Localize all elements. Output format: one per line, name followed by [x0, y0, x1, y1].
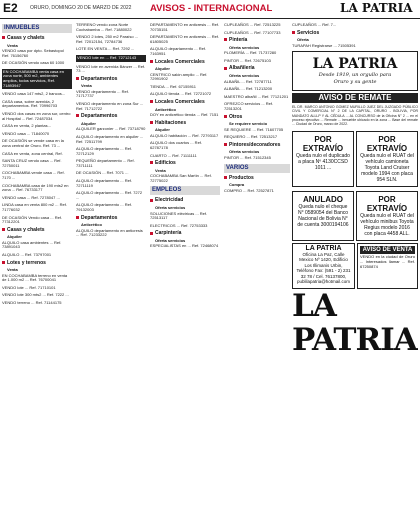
classified-ad: TURAPAH Registrarse ... 71505391: [292, 42, 356, 48]
classified-ad: VENDO lote en ... Ref. 72712143: [76, 55, 146, 62]
bullet-icon: [2, 36, 5, 39]
agency-box: [292, 243, 355, 289]
la-patria-masthead: LA PATRIA: [292, 287, 417, 358]
category-sub: Venta: [81, 83, 92, 89]
section-title: AVISOS - INTERNACIONAL: [150, 3, 273, 14]
bullet-icon: [292, 31, 295, 34]
category-heading: Casas y chalets: [2, 36, 72, 42]
category-sub: Oferta servicios: [155, 204, 186, 210]
classified-ad: SOLUCIONES eléctricas ... Ref. 72513117: [150, 210, 208, 221]
category-heading: Pintores/decoradores: [224, 143, 290, 149]
classified-ad: VENDO casa 147 mts2, 2 bancos...: [2, 91, 66, 97]
classified-ad: ALBAÑIL ... Ref. 71213200: [224, 86, 273, 92]
classified-ad: DEPARTAMENTO en anticresis ... Ref. 70735151: [150, 22, 220, 32]
agency-text: Oficina La Paz, Calle Mexico Nº 1420, Edificio Los Illimanis Urbin, Teléfono Fax: (591 - 2) 231 32 78 / Cel. 76137800, publilapatria@hotmail.com: [296, 251, 351, 285]
bullet-icon: [224, 143, 227, 146]
classified-ad: CASA en venta, zona central, Ref.: [2, 150, 63, 156]
classified-ad: VENDO lote ... Ref. 71710101: [2, 284, 56, 290]
bullet-icon: [150, 100, 153, 103]
page-number: E2: [3, 1, 18, 15]
notice-box: [292, 191, 354, 241]
ad-list: [2, 49, 72, 225]
classified-ad: MAESTRO albañil ... Ref. 77121201: [224, 93, 289, 99]
column-4: [224, 22, 290, 513]
category-sub: Venta: [155, 167, 166, 173]
category-sub: Alquiler: [7, 234, 22, 240]
classified-ad: DE OCASIÓN Vendo casa ... Ref. 77312201: [2, 214, 63, 225]
classified-ad: COCHABAMBA casa de 190 mts2 en zona ... Ref. 76733177: [2, 182, 69, 193]
classified-ad: COMPRO ... Ref. 72527871: [224, 187, 274, 193]
category-heading: Departamentos: [76, 216, 146, 222]
category-heading: Departamentos: [76, 114, 146, 120]
section-heading-inmuebles: INMUEBLES: [2, 24, 72, 33]
bullet-icon: [224, 67, 227, 70]
classified-ad: DE OCASIÓN ... Ref. 7071 ...: [76, 170, 129, 176]
sale-notice: [357, 243, 418, 289]
bullet-icon: [224, 38, 227, 41]
category-sub: Compra: [229, 182, 245, 187]
category-sub: Alquiler: [81, 120, 96, 126]
column-5: [292, 22, 418, 513]
category-heading: Locales Comerciales: [150, 100, 220, 106]
classified-ad: ELECTRICOS ... Ref. 72753333: [150, 222, 208, 228]
category-sub: Alquiler: [155, 66, 170, 72]
notice-row-3: [292, 243, 418, 289]
category-sub: Oferta servicios: [229, 149, 260, 155]
classified-ad: VENDO casa por dpto. Sebastopol Ref. 76156760: [2, 48, 64, 58]
bullet-icon: [224, 115, 227, 118]
category-heading: Pintería: [224, 38, 290, 44]
category-heading: Edificios: [150, 161, 220, 167]
classified-ad: VENDO terreno ... Ref. 71144175: [2, 300, 62, 306]
classified-ad: SE REQUIERE ... Ref. 71607705: [224, 126, 284, 132]
classified-ad: VENDO lote en avenida Bánzer ... Ref. 73 ...: [76, 63, 146, 74]
classified-ad: PEQUEÑO departamento ... Ref. 73711111: [76, 158, 135, 168]
category-heading: Otros: [224, 115, 290, 121]
la-patria-promo: [292, 51, 418, 91]
category-heading: Servicios: [292, 31, 418, 37]
la-patria-tagline: Oruro y su gente: [333, 79, 377, 86]
section-heading-empleos: EMPLEOS: [150, 186, 220, 195]
classified-ad: VENDO casa ... Ref. 7278047 ...: [2, 194, 60, 200]
category-sub: Venta: [7, 42, 18, 48]
classified-ad: VENDO departamento ... Ref. 71717737: [76, 88, 129, 99]
bullet-icon: [150, 121, 153, 124]
classified-ad: EN COCHABAMBA terreno en venta de 1.000 m2 ... Ref. 76700041: [2, 272, 68, 283]
classified-ad: CUPLEAÑOS ... Ref. 77107733: [224, 29, 281, 35]
category-heading: Casas y chalets: [2, 228, 72, 234]
notice-title: POR EXTRAVÍO: [366, 195, 408, 214]
bullet-icon: [150, 232, 153, 235]
classified-ad: ALQUILO departamento ... Ref. 72711119: [76, 178, 133, 188]
classified-ad: ALQUILO ... Ref. 73797001: [2, 252, 52, 257]
bullet-icon: [150, 199, 153, 202]
classified-ad: CENTRICO salón amplio ... Ref. 72991902: [150, 71, 208, 82]
classified-ad: DOY en anticrético tienda ... Ref. 7151: [150, 112, 219, 118]
classified-ad: ALQUILO departamento en alquiler ... Ref. 72511799: [76, 133, 144, 144]
bullet-icon: [2, 228, 5, 231]
category-sub: Oferta: [297, 37, 309, 43]
category-sub: Oferta servicios: [155, 237, 186, 243]
classified-ad: ALQUILO tienda ... Ref. 72721072: [150, 91, 212, 97]
classified-ad: TIENDA ... Ref. 67155911: [150, 83, 196, 89]
bullet-icon: [76, 114, 79, 117]
notice-row-2: [292, 189, 418, 243]
sale-notice-text: VENDO en la ciudad de Oruro ... Interesados llamar ... Ref. 67250874: [360, 254, 415, 270]
la-patria-since: Desde 1919, un orgullo para: [318, 72, 392, 79]
classified-ad: DEPARTAMENTO en anticresis ... Ref. 61805025: [150, 34, 220, 44]
classified-ad: LOTE EN VENTA ... Ref. 7292 ...: [76, 46, 135, 52]
column-3: [150, 22, 220, 513]
category-sub: Oferta servicios: [229, 72, 260, 78]
category-heading: Electricidad: [150, 198, 220, 204]
classified-ad: EN COCHABAMBA venta casa en zona norte, 500 m2, ambientes amplios, todos servicios, Ref. 71893947: [2, 69, 72, 89]
classified-ad: PINTOR ... Ref. 71512345: [224, 154, 271, 160]
classified-ad: PINTOR ... Ref. 72675103: [224, 57, 271, 63]
category-sub: Anticrético: [155, 106, 176, 112]
category-heading: Productos: [224, 176, 290, 182]
notice-row-1: [292, 129, 418, 189]
classified-ad: PLOMERÍA ... Ref. 71737280: [224, 50, 277, 56]
notice-box: [356, 191, 418, 241]
classified-ad: ALQUILO departamento ... Ref. 7163951: [150, 46, 207, 56]
bullet-icon: [76, 216, 79, 219]
remate-title: AVISO DE REMATE: [292, 93, 418, 103]
notice-box: [292, 131, 354, 187]
bullet-icon: [150, 60, 153, 63]
category-heading: Lotes y terrenos: [2, 261, 72, 267]
notice-title: POR EXTRAVÍO: [366, 135, 408, 154]
classified-ad: LINDA casa en venta 800 m2 ... Ref. 71776032: [2, 202, 67, 212]
category-sub: Venta: [7, 267, 18, 273]
notice-text: Queda nulo el duplicado a placa Nº 4130CCSD 1011 ...: [296, 153, 350, 172]
classified-ad: ALQUILER garzonier ... Ref. 73718790: [76, 126, 146, 132]
category-sub: Alquiler: [155, 127, 170, 133]
classified-ad: ALQUILO departamento ... Ref. 7272 ...: [76, 190, 143, 200]
section-heading-varios: VARIOS: [224, 164, 290, 173]
notice-text: Queda nulo el cheque N° 0589054 del Banco Nacional de Bolivia N° de cuenta 3000194106: [297, 204, 349, 229]
classified-ad: COCHABAMBA San Martín ... Ref. 72775022: [150, 173, 212, 183]
classified-ad: COCHABAMBA vende casa ... Ref. 7170 ...: [2, 170, 65, 180]
column-2: [76, 22, 146, 513]
notice-text: Queda nulo el RUAT del vehículo camioneta Toyota Land Cruiser modelo 1994 con placa 954 SLN.: [360, 153, 414, 184]
category-heading: Albañilería: [224, 66, 290, 72]
classified-ad: ALQUILO departamento en anticresis ... Ref. 71233222: [76, 227, 143, 238]
classified-ad: SANTA CRUZ vendo casa ... Ref. 72750011: [2, 158, 62, 168]
agency-name: LA PATRIA: [305, 245, 342, 253]
classified-ad: CUARTO ... Ref. 71111111: [150, 152, 197, 158]
bullet-icon: [2, 261, 5, 264]
classified-ad: CASA en venta, 2 plantas...: [2, 123, 51, 129]
classified-ad: ALQUILO departamento ... Ref. 79132003: [76, 202, 133, 213]
category-heading: Carpintería: [150, 231, 220, 237]
classified-ad: CASA casa, sobre avenida, 2 departamentos. Ref. 70996703: [2, 98, 58, 109]
classified-ad: ALQUILO dos cuartos ... Ref. 62787178: [150, 140, 203, 150]
sale-notice-title: AVISO DE VENTA: [360, 246, 415, 254]
classified-ad: VENDO departamento en zona Sur ... Ref. 71712722: [76, 101, 144, 111]
classified-ad: VENDO 2 lotes, 250 m2 Paraíso ... Ref. 72012154, 72784736: [76, 34, 139, 44]
bullet-icon: [76, 77, 79, 80]
category-sub: Oferta servicios: [229, 44, 260, 50]
category-heading: Departamentos: [76, 77, 146, 83]
category-sub: Anticrético: [81, 222, 102, 228]
classified-ad: ALBAÑIL ... Ref. 72787711: [224, 78, 272, 84]
bullet-icon: [224, 176, 227, 179]
notice-title: ANULADO: [303, 195, 343, 205]
page-header: [0, 0, 420, 19]
classified-ad: DE OCASIÓN vendo casa 60 1000: [2, 60, 65, 66]
notice-box: [356, 131, 418, 187]
classified-ad: CUPLEAÑOS ... Ref. 7...: [292, 22, 337, 27]
classified-ad: ALQUILO habitación ... Ref. 72793117: [150, 132, 219, 138]
classified-ad: ALQUILO casa ambientes ... Ref. 73891043: [2, 239, 62, 250]
classified-ad: REQUIERO ... Ref. 72513217: [224, 134, 278, 140]
column-1: [2, 22, 72, 513]
remate-body: EL DR. MARCO ANTONIO GOMEZ MURILLO JUEZ DEL JUZGADO PÚBLICO CIVIL Y COMERCIAL N° 2 DE LA CAPITAL, ORURO - BOLIVIA, POR MANDATO ALLLP Y AL CÉDULA ... AL CONCURSO de la Oficina N° 2 ... en el proceso ejecutivo ... Remate ... inmueble ubicado en la zona ... Base del remate ... Ciudad de Oruro, marzo de 2022.: [292, 105, 418, 127]
category-sub: Se requiere servicio: [229, 121, 268, 127]
classified-ad: ESPECIALISTAS en ... Ref. 72468074: [150, 243, 219, 249]
newspaper-brand: LA PATRIA: [340, 1, 413, 15]
classified-ad: VENDO casa ... 71840070: [2, 130, 50, 136]
classified-ad: ALQUILO departamento ... Ref. 72712129: [76, 146, 133, 156]
bullet-icon: [150, 161, 153, 164]
notice-text: Queda nulo el RUAT del vehículo minibus Toyota Regius modelo 2016 con placa 4458 ALL.: [360, 213, 414, 238]
classified-ad: VENDO lote 300 mts2 ... Ref. 7222 ...: [2, 292, 69, 298]
classified-ad: VENDO dos casas en zona sur, centro al Hospital ... Ref. 72487034: [2, 111, 71, 121]
page-date: ORURO, DOMINGO 20 DE MARZO DE 2022: [30, 5, 132, 11]
classified-ad: OFREZCO servicios ... Ref. 72513201: [224, 101, 274, 111]
classified-ad: CUPLEAÑOS ... Ref. 72513225: [224, 22, 281, 27]
la-patria-logo: LA PATRIA: [312, 56, 398, 73]
category-heading: Locales Comerciales: [150, 60, 220, 66]
classified-ad: DE OCASIÓN se vende casa en la zona central de Oruro. Ref. 73 ...: [2, 138, 64, 148]
category-heading: Habitaciones: [150, 121, 220, 127]
notice-title: POR EXTRAVÍO: [302, 135, 344, 154]
classified-ad: TERRENO vendo zona Norte Cochabamba ... Ref. 71880022: [76, 22, 132, 32]
